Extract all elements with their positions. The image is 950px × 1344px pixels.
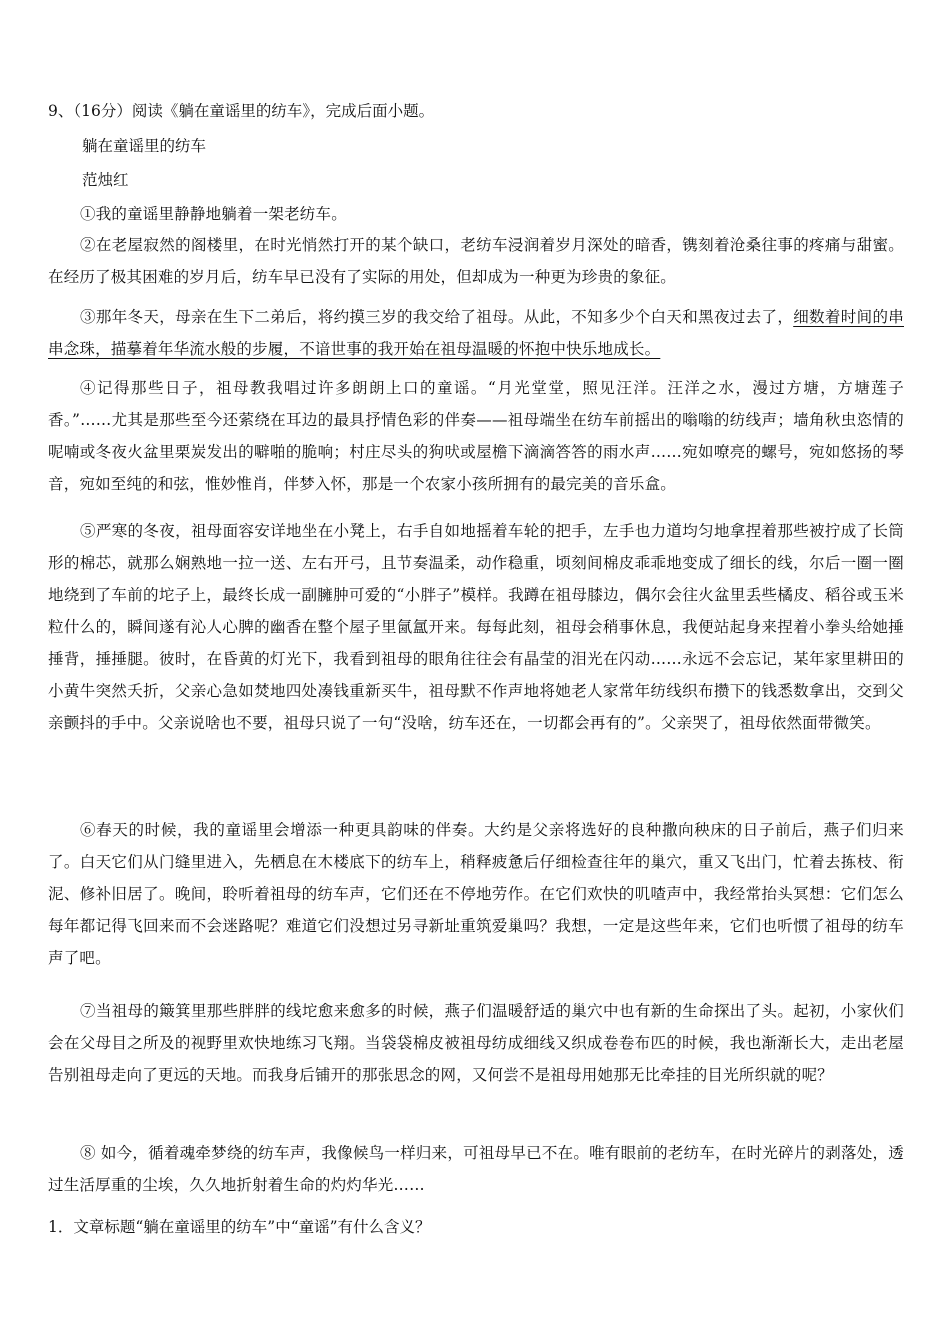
paragraph-7: ⑦当祖母的簸箕里那些胖胖的线坨愈来愈多的时候，燕子们温暖舒适的巢穴中也有新的生命探出了头。起初，小家伙们会在父母目之所及的视野里欢快地练习飞翔。当袋袋棉皮被祖母纺成细线又织成卷卷布匹的时候，我也渐渐长大，走出老屋告别祖母走向了更远的天地。而我身后铺开的那张思念的网，又何尝不是祖母用她那无比牵挂的目光所织就的呢？	[48, 1002, 904, 1084]
article-author: 范烛红	[82, 171, 129, 189]
paragraph-5: ⑤严寒的冬夜，祖母面容安详地坐在小凳上，右手自如地摇着车轮的把手，左手也力道均匀地拿捏着那些被拧成了长筒形的棉芯，就那么娴熟地一拉一送、左右开弓，且节奏温柔，动作稳重，顷刻间棉皮乖乖地变成了细长的线，尔后一圈一圈地绕到了车前的坨子上，最终长成一副臃肿可爱的“小胖子”模样。我蹲在祖母膝边，偶尔会往火盆里丢些橘皮、稻谷或玉米粒什么的，瞬间遂有沁人心脾的幽香在整个屋子里氤氲开来。每每此刻，祖母会稍事休息，我便站起身来捏着小拳头给她捶捶背，捶捶腿。彼时，在昏黄的灯光下，我看到祖母的眼角往往会有晶莹的泪光在闪动……永远不会忘记，某年家里耕田的小黄牛突然夭折，父亲心急如焚地四处凑钱重新买牛，祖母默不作声地将她老人家常年纺线织布攒下的钱悉数拿出，交到父亲颤抖的手中。父亲说啥也不要，祖母只说了一句“没啥，纺车还在，一切都会再有的”。父亲哭了，祖母依然面带微笑。	[48, 522, 904, 732]
article-title: 躺在童谣里的纺车	[82, 137, 207, 155]
paragraph-2: ②在老屋寂然的阁楼里，在时光悄然打开的某个缺口，老纺车浸润着岁月深处的暗香，镌刻着沧桑往事的疼痛与甜蜜。在经历了极其困难的岁月后，纺车早已没有了实际的用处，但却成为一种更为珍贵的象征。	[48, 236, 904, 286]
paragraph-4: ④记得那些日子，祖母教我唱过许多朗朗上口的童谣。“月光堂堂，照见汪洋。汪洋之水，漫过方塘，方塘莲子香。”……尤其是那些至今还萦绕在耳边的最具抒情色彩的伴奏——祖母端坐在纺车前摇出的嗡嗡的纺线声；墙角秋虫恣情的呢喃或冬夜火盆里栗炭发出的噼啪的脆响；村庄尽头的狗吠或屋檐下滴滴答答的雨水声……宛如嘹亮的螺号，宛如悠扬的琴音，宛如至纯的和弦，惟妙惟肖，伴梦入怀，那是一个农家小孩所拥有的最完美的音乐盒。	[48, 379, 904, 493]
paragraph-6: ⑥春天的时候，我的童谣里会增添一种更具韵味的伴奏。大约是父亲将选好的良种撒向秧床的日子前后，燕子们归来了。白天它们从门缝里进入，先栖息在木楼底下的纺车上，稍释疲惫后仔细检查往年的巢穴，重又飞出门，忙着去拣枝、衔泥、修补旧居了。晚间，聆听着祖母的纺车声，它们还在不停地劳作。在它们欢快的叽喳声中，我经常抬头冥想：它们怎么每年都记得飞回来而不会迷路呢？难道它们没想过另寻新址重筑爱巢吗？我想，一定是这些年来，它们也听惯了祖母的纺车声了吧。	[48, 821, 904, 967]
question-header: 9、（16分）阅读《躺在童谣里的纺车》，完成后面小题。	[48, 102, 435, 120]
paragraph-8: ⑧ 如今，循着魂牵梦绕的纺车声，我像候鸟一样归来，可祖母早已不在。唯有眼前的老纺车，在时光碎片的剥落处，透过生活厚重的尘埃，久久地折射着生命的灼灼华光……	[48, 1144, 904, 1194]
paragraph-3-lead: ③那年冬天，母亲在生下二弟后，将约摸三岁的我交给了祖母。从此，不知多少个白天和黑夜过去了，	[80, 308, 794, 326]
paragraph-3-underlined-sentence: 细数着时间的串串念珠，描摹着年华流水般的步履，不谙世事的我开始在祖母温暖的怀抱中快乐地成长。	[48, 308, 904, 358]
paragraph-1: ①我的童谣里静静地躺着一架老纺车。	[80, 205, 347, 223]
sub-question-1: 1．文章标题“躺在童谣里的纺车”中“童谣”有什么含义？	[48, 1218, 431, 1236]
paragraph-3	[48, 301, 904, 365]
